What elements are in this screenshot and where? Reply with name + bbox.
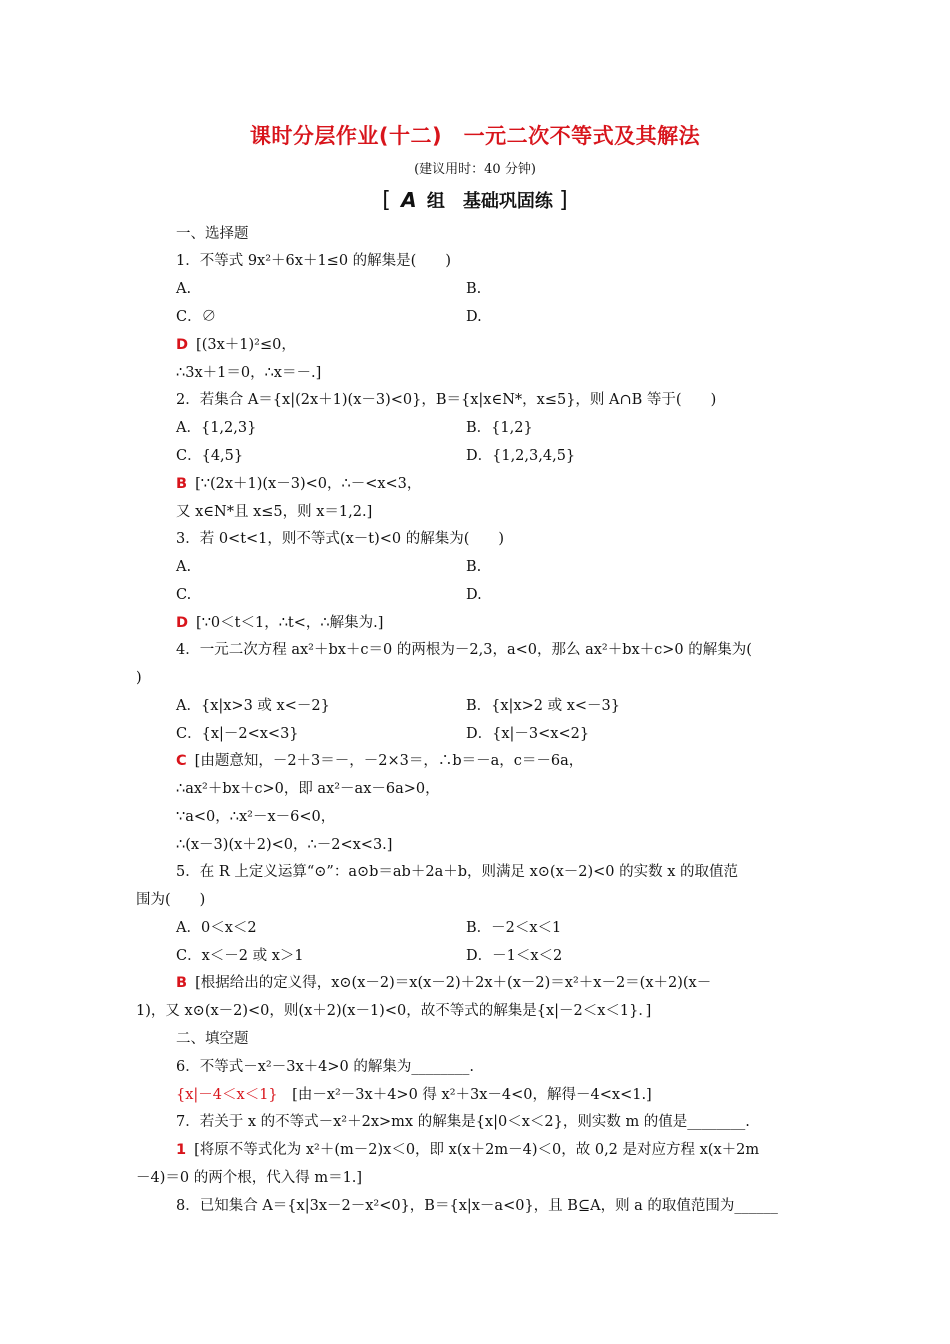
text-line	[466, 724, 589, 744]
text-line	[176, 613, 383, 633]
text-line	[176, 1140, 759, 1160]
text-line	[176, 390, 716, 410]
text-line	[176, 1057, 474, 1077]
text-line	[176, 1112, 750, 1132]
answer-letter: D	[176, 615, 189, 631]
line-text: 二、填空题	[176, 1031, 249, 1047]
answer-letter: 1	[176, 1142, 187, 1158]
text-line	[176, 418, 256, 438]
line-text: )	[136, 670, 142, 686]
line-text: 1)，又 x⊙(x－2)<0，则(x＋2)(x－1)<0，故不等式的解集是{x|－2＜x＜1}．]	[136, 1003, 652, 1019]
line-text: 4．一元二次方程 ax²＋bx＋c＝0 的两根为－2,3，a<0，那么 ax²＋bx＋c>0 的解集为(	[176, 642, 752, 658]
line-text: ∴(x－3)(x＋2)<0，∴－2<x<3.]	[176, 837, 393, 853]
group-letter: A	[401, 188, 417, 212]
line-text: 围为( )	[136, 892, 206, 908]
line-text: ∴ax²＋bx＋c>0，即 ax²－ax－6a>0，	[176, 781, 440, 797]
text-line	[176, 307, 216, 327]
text-line	[176, 446, 243, 466]
bracket-left: [	[382, 188, 391, 213]
answer-letter: C	[176, 753, 187, 769]
text-line	[176, 335, 296, 355]
text-line	[176, 696, 330, 716]
text-line	[136, 668, 142, 688]
text-line	[466, 585, 482, 605]
line-text: ∵a<0，∴x²－x－6<0，	[176, 809, 336, 825]
line-text: A．{1,2,3}	[176, 420, 257, 436]
line-text: －4)＝0 的两个根，代入得 m＝1.]	[136, 1170, 363, 1186]
answer-letter: D	[176, 337, 189, 353]
answer-letter: B	[176, 975, 188, 991]
line-text: C．{4,5}	[176, 448, 244, 464]
section-group-header	[0, 187, 950, 213]
page-subtitle: (建议用时：40 分钟)	[414, 162, 536, 177]
answer-text: {x|－4＜x＜1}	[176, 1087, 293, 1103]
text-line	[176, 807, 335, 827]
text-line	[176, 529, 504, 549]
text-line	[176, 946, 304, 966]
text-line	[466, 279, 481, 299]
text-line	[176, 224, 249, 244]
line-text: 一、选择题	[176, 226, 249, 242]
line-text: 5．在 R 上定义运算“⊙”：a⊙b＝ab＋2a＋b，则满足 x⊙(x－2)<0 的实数 x 的取值范	[176, 864, 739, 880]
line-text: D．－1＜x＜2	[466, 948, 563, 964]
text-line	[176, 279, 191, 299]
line-text: D．{x|－3<x<2}	[466, 726, 590, 742]
text-line	[176, 973, 711, 993]
line-text: 3．若 0<t<1，则不等式(x－t)<0 的解集为( )	[176, 531, 505, 547]
line-text: A.	[176, 281, 192, 297]
text-line	[466, 696, 620, 716]
line-text: B.	[466, 559, 482, 575]
line-text: D.	[466, 587, 482, 603]
line-text: B．{1,2}	[466, 420, 533, 436]
text-line	[136, 1001, 651, 1021]
text-line	[466, 557, 481, 577]
line-text: 又 x∈N*且 x≤5，则 x＝1,2.]	[176, 504, 373, 520]
text-line	[176, 1085, 652, 1105]
line-text: [由题意知，－2＋3＝－，－2×3＝，∴b＝－a，c＝－6a，	[194, 753, 584, 769]
text-line	[176, 502, 372, 522]
line-text: [由－x²－3x＋4>0 得 x²＋3x－4<0，解得－4<x<1.]	[292, 1087, 652, 1103]
bracket-right: ]	[559, 188, 568, 213]
line-text: C．∅	[176, 309, 217, 325]
text-line	[176, 251, 451, 271]
page-title: 课时分层作业(十二) 一元二次不等式及其解法	[249, 124, 701, 148]
text-line	[176, 557, 191, 577]
text-line	[176, 474, 421, 494]
text-line	[176, 751, 583, 771]
line-text: B.	[466, 281, 482, 297]
text-line	[176, 835, 392, 855]
line-text: 8．已知集合 A＝{x|3x－2－x²<0}，B＝{x|x－a<0}，且 B⊆A，则 a 的取值范围为______	[176, 1198, 778, 1214]
line-text: C．{x|－2<x<3}	[176, 726, 299, 742]
text-line	[176, 1029, 249, 1049]
text-line	[466, 446, 575, 466]
text-line	[466, 307, 482, 327]
line-text: B．－2＜x＜1	[466, 920, 562, 936]
text-line	[176, 779, 440, 799]
line-text: A．0＜x＜2	[176, 920, 257, 936]
group-label: 组 基础巩固练	[426, 191, 553, 212]
line-text: 7．若关于 x 的不等式－x²＋2x>mx 的解集是{x|0＜x＜2}，则实数 m 的值是________.	[176, 1114, 750, 1130]
line-text: C.	[176, 587, 192, 603]
text-line	[176, 363, 321, 383]
text-line	[176, 918, 257, 938]
line-text: [将原不等式化为 x²＋(m－2)x＜0，即 x(x＋2m－4)＜0，故 0,2 是对应方程 x(x＋2m	[194, 1142, 760, 1158]
text-line	[176, 640, 752, 660]
line-text: D．{1,2,3,4,5}	[466, 448, 576, 464]
line-text: 1．不等式 9x²＋6x＋1≤0 的解集是( )	[176, 253, 451, 269]
line-text: 6．不等式－x²－3x＋4>0 的解集为________.	[176, 1059, 474, 1075]
text-line	[466, 418, 533, 438]
line-text: A．{x|x>3 或 x<－2}	[176, 698, 330, 714]
text-line	[466, 946, 562, 966]
line-text: B．{x|x>2 或 x<－3}	[466, 698, 620, 714]
text-line	[136, 1168, 362, 1188]
answer-letter: B	[176, 476, 188, 492]
line-text: [∵0＜t＜1，∴t<，∴解集为.]	[196, 615, 384, 631]
line-text: [根据给出的定义得，x⊙(x－2)＝x(x－2)＋2x＋(x－2)＝x²＋x－2＝(x＋2)(x－	[195, 975, 712, 991]
text-line	[176, 1196, 778, 1216]
text-line	[466, 918, 561, 938]
text-line	[176, 724, 299, 744]
line-text: [∵(2x＋1)(x－3)<0，∴－<x<3，	[195, 476, 422, 492]
line-text: D.	[466, 309, 482, 325]
text-line	[176, 862, 738, 882]
line-text: A.	[176, 559, 192, 575]
text-line	[136, 890, 205, 910]
text-line	[176, 585, 191, 605]
line-text: ∴3x＋1＝0，∴x＝－.]	[176, 365, 322, 381]
line-text: C．x＜－2 或 x＞1	[176, 948, 304, 964]
line-text: 2．若集合 A＝{x|(2x＋1)(x－3)<0}，B＝{x|x∈N*，x≤5}，则 A∩B 等于( )	[176, 392, 717, 408]
line-text: [(3x＋1)²≤0，	[196, 337, 296, 353]
